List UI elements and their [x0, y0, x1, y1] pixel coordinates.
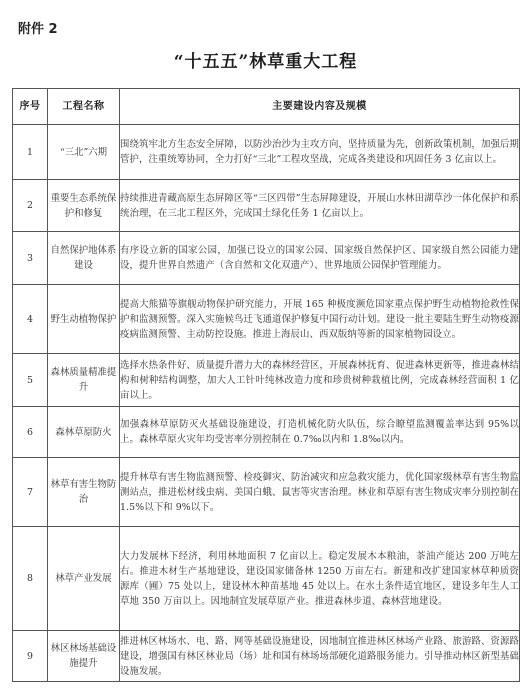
row-seq: 3 [13, 232, 48, 285]
row-name: 重要生态系统保护和修复 [48, 180, 120, 232]
row-seq: 1 [13, 125, 48, 180]
row-content: 选择水热条件好、质量提升潜力大的森林经营区，开展森林抚育、促进森林更新等，推进森林结构和树种结构调整，加大人工针叶纯林改造力度和珍贵树种栽植比例，完成森林经营面积 1 亿亩以上。 [120, 354, 520, 407]
table-row [13, 407, 520, 458]
row-name: 森林质量精准提升 [48, 354, 120, 407]
projects-table [12, 88, 520, 682]
row-seq: 4 [13, 285, 48, 354]
row-seq: 9 [13, 631, 48, 682]
header-name: 工程名称 [48, 89, 120, 125]
row-name: “三北”六期 [48, 125, 120, 180]
row-content: 加强森林草原防灭火基础设施建设，打造机械化防火队伍，综合瞭望监测覆盖率达到 95%以上。森林草原火灾年均受害率分别控制在 0.7‰以内和 1.8‰以内。 [120, 407, 520, 458]
row-name: 林区林场基础设施提升 [48, 631, 120, 682]
header-content: 主要建设内容及规模 [120, 89, 520, 125]
page-title: “十五五”林草重大工程 [173, 52, 358, 72]
table-row [13, 631, 520, 682]
table-row [13, 125, 520, 180]
table-row [13, 458, 520, 527]
row-seq: 2 [13, 180, 48, 232]
table-row [13, 285, 520, 354]
row-content: 提升林草有害生物监测预警、检疫御灾、防治减灾和应急救灾能力，优化国家级林草有害生物监测站点，推进松材线虫病、美国白蛾、鼠害等灾害治理。林业和草原有害生物成灾率分别控制在 1.5%以下和 9%以下。 [120, 458, 520, 527]
row-seq: 6 [13, 407, 48, 458]
row-name: 林草有害生物防治 [48, 458, 120, 527]
row-content: 有序设立新的国家公园，加强已设立的国家公园、国家级自然保护区、国家级自然公园能力建设，提升世界自然遗产（含自然和文化双遗产）、世界地质公园保护管理能力。 [120, 232, 520, 285]
row-name: 森林草原防火 [48, 407, 120, 458]
row-content: 大力发展林下经济，利用林地面积 7 亿亩以上。稳定发展木本粮油，茶油产能达 200 万吨左右。推进木材生产基地建设，建设国家储备林 1250 万亩左右。新建和改扩建国家林草种质资源库（圃）75 处以上，建设林木种苗基地 45 处以上。在水土条件适宜地区，建设多年生人工草地 350 万亩以上。因地制宜发展草原产业。推进森林步道、森林营地建设。 [120, 527, 520, 631]
row-content: 持续推进青藏高原生态屏障区等“三区四带”生态屏障建设，开展山水林田湖草沙一体化保护和系统治理，在三北工程区外，完成国土绿化任务 1 亿亩以上。 [120, 180, 520, 232]
row-seq: 8 [13, 527, 48, 631]
annex-label: 附件 2 [18, 22, 58, 37]
row-seq: 7 [13, 458, 48, 527]
table-row [13, 527, 520, 631]
table-row [13, 180, 520, 232]
row-content: 推进林区林场水、电、路、网等基础设施建设，因地制宜推进林区林场产业路、旅游路、资源路建设，增强国有林区林业局（场）址和国有林场场部硬化道路服务能力。引导推动林区新型基础设施发展。 [120, 631, 520, 682]
row-seq: 5 [13, 354, 48, 407]
header-seq: 序号 [13, 89, 48, 125]
row-content: 提高大熊猫等旗舰动物保护研究能力，开展 165 种极度濒危国家重点保护野生动植物抢救性保护和监测预警。深入实施候鸟迁飞通道保护修复中国行动计划。建设一批主要陆生野生动物疫源疫病监测预警、主动防控设施。推进上海辰山、西双版纳等新的国家植物园设立。 [120, 285, 520, 354]
row-name: 林草产业发展 [48, 527, 120, 631]
table-row [13, 232, 520, 285]
table-row [13, 354, 520, 407]
row-name: 自然保护地体系建设 [48, 232, 120, 285]
table-header-row [13, 89, 520, 125]
row-content: 围绕筑牢北方生态安全屏障，以防沙治沙为主攻方向，坚持质量为先，创新政策机制，加强后期管护，注重统筹协同，全力打好“三北”工程攻坚战，完成各类建设和巩固任务 3 亿亩以上。 [120, 125, 520, 180]
row-name: 野生动植物保护 [48, 285, 120, 354]
